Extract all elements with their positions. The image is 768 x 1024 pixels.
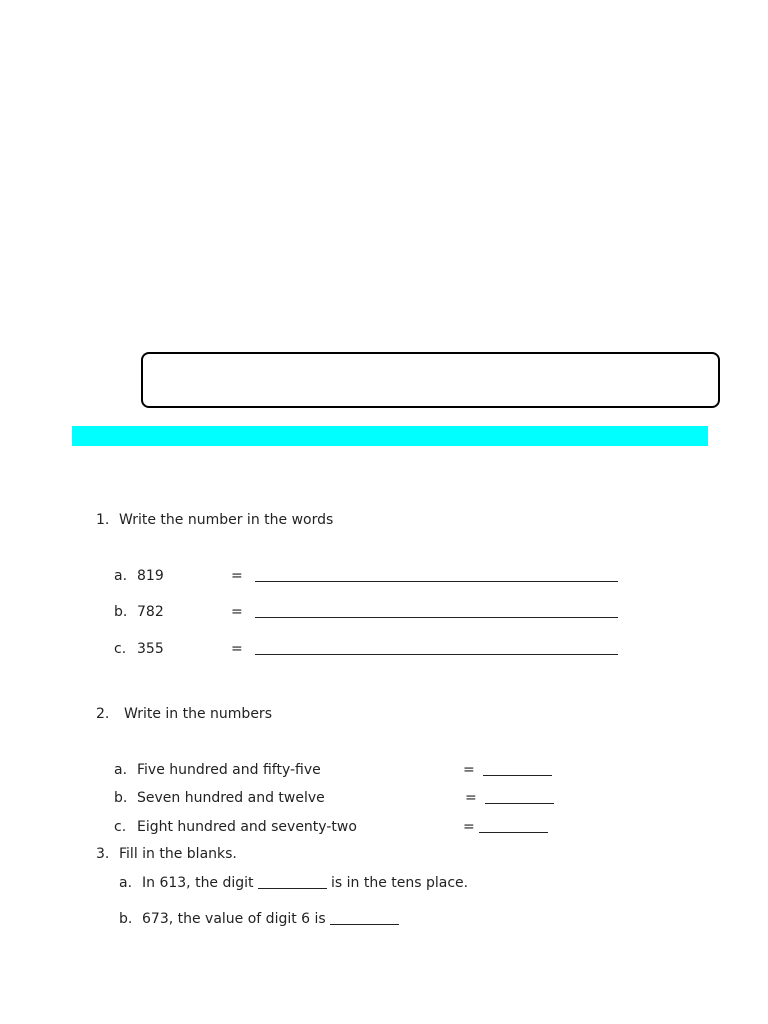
q2b-text: Seven hundred and twelve xyxy=(137,790,325,806)
q1c-answer-line[interactable] xyxy=(255,654,618,655)
q3a-before: In 613, the digit xyxy=(142,875,254,891)
q1a-value: 819 xyxy=(137,568,164,584)
q3a-letter: a. xyxy=(119,875,133,891)
q2b-answer-line[interactable] xyxy=(485,803,554,804)
q1-number: 1. xyxy=(96,512,110,528)
q1b-answer-line[interactable] xyxy=(255,617,618,618)
q2a-answer-line[interactable] xyxy=(483,775,552,776)
q1c-letter: c. xyxy=(114,641,127,657)
q3-text: Fill in the blanks. xyxy=(119,846,237,862)
q1c-value: 355 xyxy=(137,641,164,657)
q1a-equals: = xyxy=(231,568,243,584)
q2c-equals: = xyxy=(463,819,475,835)
q1-text: Write the number in the words xyxy=(119,512,334,528)
header-bar xyxy=(72,426,708,446)
q2a-letter: a. xyxy=(114,762,128,778)
q2b-letter: b. xyxy=(114,790,128,806)
q3b-letter: b. xyxy=(119,911,133,927)
q2-text: Write in the numbers xyxy=(124,706,272,722)
q3b-before: 673, the value of digit 6 is xyxy=(142,911,326,927)
q1b-value: 782 xyxy=(137,604,164,620)
q1b-letter: b. xyxy=(114,604,128,620)
q2a-text: Five hundred and fifty-five xyxy=(137,762,321,778)
q1b-equals: = xyxy=(231,604,243,620)
q3-number: 3. xyxy=(96,846,110,862)
q3a-after: is in the tens place. xyxy=(331,875,469,891)
title-box xyxy=(141,352,720,408)
q3b-answer-line[interactable] xyxy=(330,924,399,925)
q1c-equals: = xyxy=(231,641,243,657)
q2-number: 2. xyxy=(96,706,110,722)
q2b-equals: = xyxy=(465,790,477,806)
q3a-answer-line[interactable] xyxy=(258,888,327,889)
q2c-letter: c. xyxy=(114,819,127,835)
q2c-text: Eight hundred and seventy-two xyxy=(137,819,357,835)
q1a-letter: a. xyxy=(114,568,128,584)
q1a-answer-line[interactable] xyxy=(255,581,618,582)
q2c-answer-line[interactable] xyxy=(479,832,548,833)
q2a-equals: = xyxy=(463,762,475,778)
